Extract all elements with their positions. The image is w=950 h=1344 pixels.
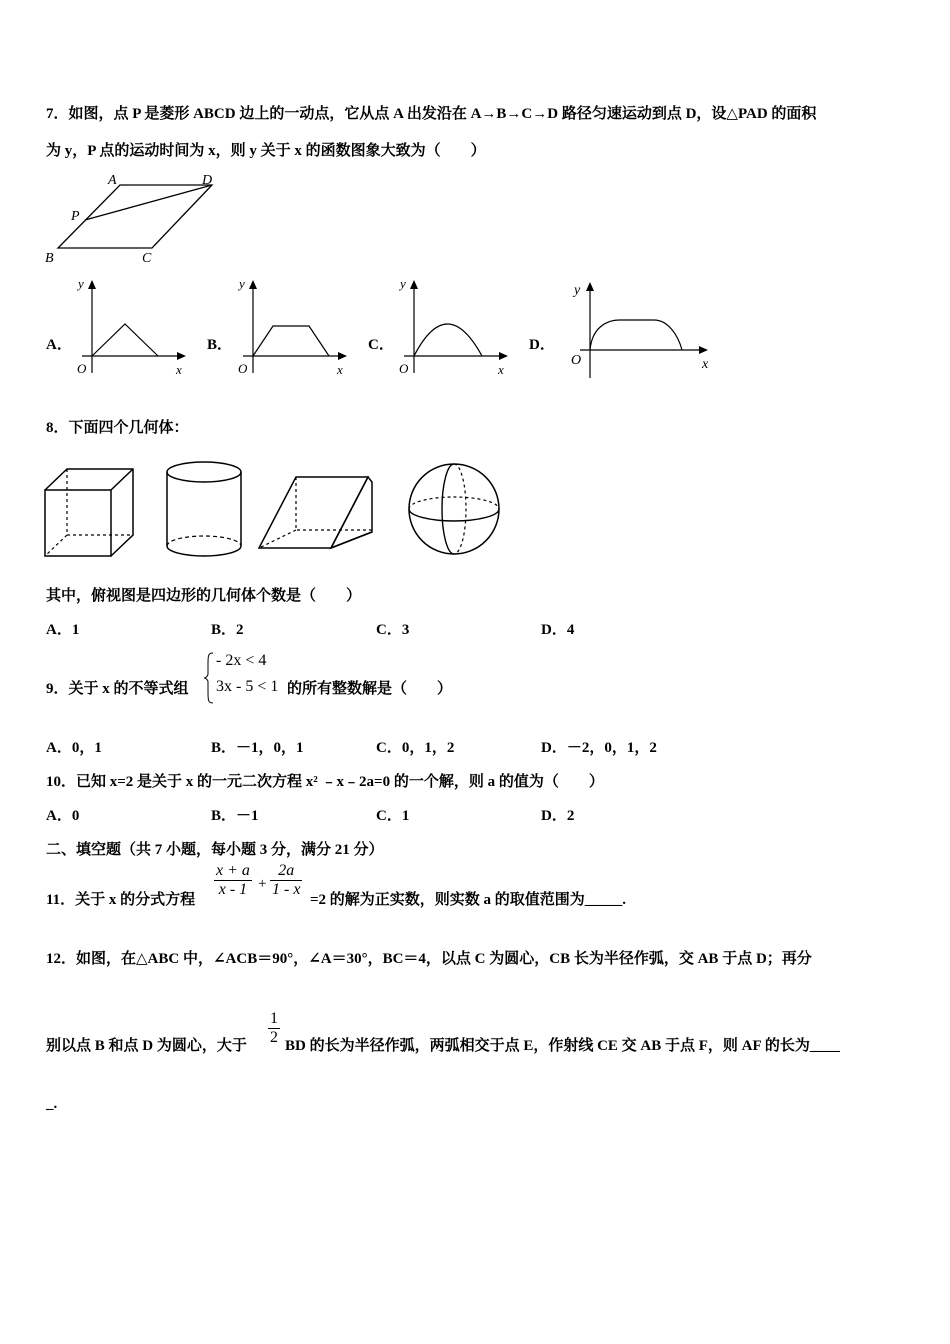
graph-arch (590, 320, 682, 350)
svg-text:y: y (400, 276, 406, 291)
q12-half-denominator: 2 (270, 1029, 278, 1046)
q9-prefix: 9．关于 x 的不等式组 (46, 681, 189, 697)
q11-plus: + (258, 876, 267, 892)
svg-text:x: x (498, 362, 504, 377)
q8-question: 其中，俯视图是四边形的几何体个数是（ ） (46, 588, 362, 604)
q11-fraction-1 (214, 862, 252, 899)
label-p: P (71, 209, 80, 224)
brace-icon (204, 652, 214, 704)
q9-option-d[interactable]: D．－2，0，1，2 (541, 740, 657, 756)
q7-option-c-graph (392, 278, 512, 378)
q9-inequality-2: 3x - 5 < 1 (216, 678, 279, 695)
q7-text-line1: 7．如图，点 P 是菱形 ABCD 边上的一动点，它从点 A 出发沿在 A→B→C→D 路径匀速运动到点 D，设△PAD 的面积 (46, 106, 817, 122)
q12-half-fraction (268, 1010, 280, 1047)
label-c: C (142, 251, 152, 266)
q7-option-d-graph (568, 280, 718, 380)
q10-option-b[interactable]: B．－1 (211, 808, 259, 824)
q11-fraction-2 (270, 862, 302, 899)
graph-trapezoid (253, 326, 329, 356)
q9-option-c[interactable]: C．0，1，2 (376, 740, 455, 756)
q12-half-numerator: 1 (270, 1010, 278, 1027)
rhombus-abcd (58, 185, 212, 248)
q11-frac2-numerator: 2a (270, 862, 302, 881)
svg-text:y: y (239, 276, 245, 291)
q10-option-c[interactable]: C．1 (376, 808, 410, 824)
q7-option-b-graph (231, 278, 351, 378)
sphere-figure (405, 460, 503, 558)
q11-frac2-denominator: 1 - x (272, 881, 301, 898)
q8-option-a[interactable]: A．1 (46, 622, 80, 638)
q10-option-d[interactable]: D．2 (541, 808, 575, 824)
svg-text:O: O (238, 361, 248, 376)
q11-frac1-numerator: x + a (216, 862, 250, 879)
q12-line1: 12．如图，在△ABC 中，∠ACB＝90°，∠A＝30°，BC＝4，以点 C 为圆心，CB 长为半径作弧，交 AB 于点 D；再分 (46, 951, 812, 967)
q7-option-b-label[interactable]: B． (207, 337, 233, 353)
cylinder-figure (164, 460, 246, 560)
q7-option-d-label[interactable]: D． (529, 337, 555, 353)
svg-text:y: y (574, 283, 581, 298)
q7-option-c-label[interactable]: C． (368, 337, 394, 353)
q12-line2-prefix: 别以点 B 和点 D 为圆心，大于 (46, 1038, 247, 1054)
q10-option-a[interactable]: A．0 (46, 808, 80, 824)
q12-line3: _. (46, 1096, 58, 1112)
rhombus-figure (40, 170, 230, 270)
prism-figure (256, 472, 376, 554)
svg-text:x: x (176, 362, 182, 377)
svg-text:O: O (399, 361, 409, 376)
label-d: D (202, 173, 213, 188)
q7-text-line2: 为 y，P 点的运动时间为 x，则 y 关于 x 的函数图象大致为（ ） (46, 143, 486, 159)
q12-line2-suffix: BD 的长为半径作弧，两弧相交于点 E，作射线 CE 交 AB 于点 F，则 AF 的长为____ (285, 1038, 840, 1054)
q8-option-d[interactable]: D．4 (541, 622, 575, 638)
q11-suffix: =2 的解为正实数，则实数 a 的取值范围为_____. (310, 892, 627, 908)
svg-text:O: O (571, 353, 582, 368)
q7-option-a-graph (70, 278, 190, 378)
q10-text: 10．已知 x=2 是关于 x 的一元二次方程 x² ﹣x﹣2a=0 的一个解，则 a 的值为（ ） (46, 774, 604, 790)
q9-suffix: 的所有整数解是（ ） (287, 681, 453, 697)
graph-triangle (92, 324, 158, 356)
q8-option-c[interactable]: C．3 (376, 622, 410, 638)
q9-inequality-1: - 2x < 4 (216, 652, 267, 669)
label-b: B (45, 251, 54, 266)
svg-text:x: x (702, 357, 709, 372)
svg-text:O: O (77, 361, 87, 376)
cube-figure (44, 468, 136, 560)
label-a: A (108, 173, 117, 188)
q8-title: 8．下面四个几何体： (46, 420, 189, 436)
svg-text:x: x (337, 362, 343, 377)
q11-frac1-denominator: x - 1 (218, 881, 248, 898)
q7-option-a-label[interactable]: A． (46, 337, 72, 353)
graph-parabola (414, 324, 482, 356)
q9-option-b[interactable]: B．－1，0，1 (211, 740, 304, 756)
q11-prefix: 11．关于 x 的分式方程 (46, 892, 196, 908)
q9-option-a[interactable]: A．0，1 (46, 740, 102, 756)
segment-pd (85, 185, 212, 220)
svg-text:y: y (78, 276, 84, 291)
q8-option-b[interactable]: B．2 (211, 622, 244, 638)
section2-title: 二、填空题（共 7 小题，每小题 3 分，满分 21 分） (46, 842, 384, 858)
